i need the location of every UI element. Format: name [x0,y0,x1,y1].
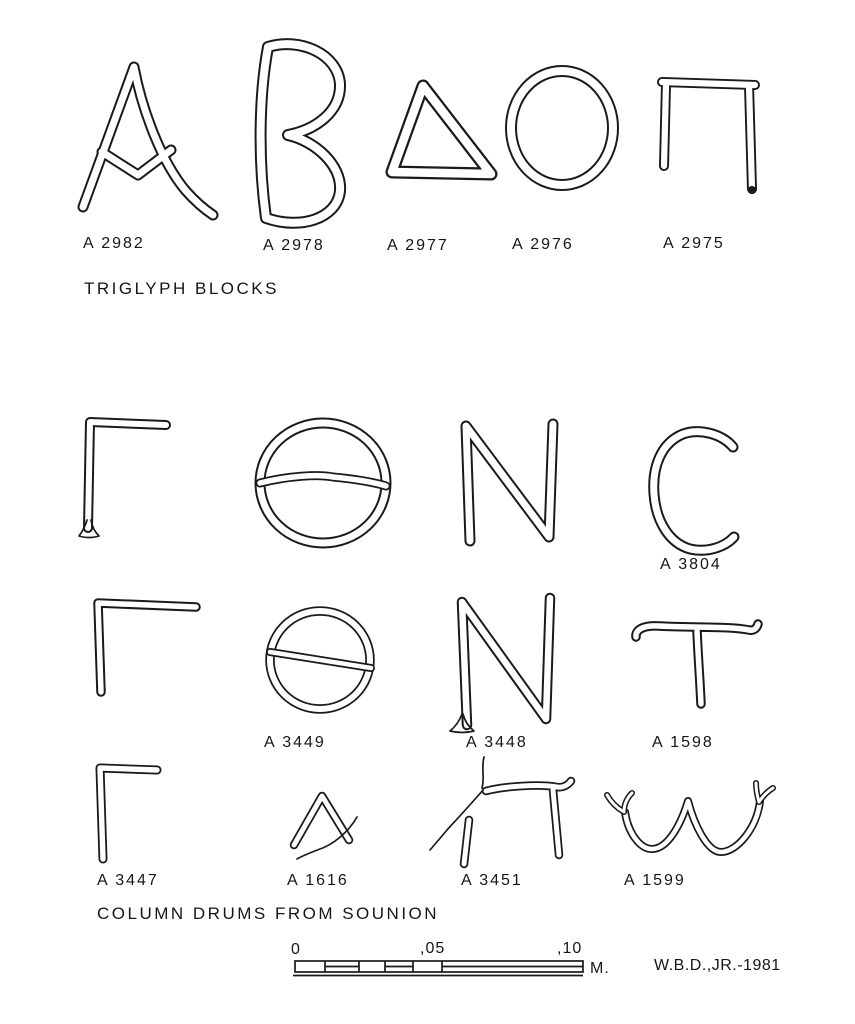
glyph-gamma-a3447 [100,768,157,859]
catalog-label-a2976: A 2976 [512,236,574,253]
glyph-tau-a1598 [636,624,758,704]
glyph-pi-a2975 [662,82,756,194]
glyph-delta-a2977 [392,86,491,174]
break-line-top [482,757,484,788]
catalog-label-a2982: A 2982 [83,235,145,252]
glyph-lunate-sigma-a3804 [654,432,734,551]
section-title-triglyph-blocks: TRIGLYPH BLOCKS [84,279,279,298]
catalog-label-a1599: A 1599 [624,872,686,889]
scale-tick-label-05: ,05 [420,940,446,957]
catalog-label-a1598: A 1598 [652,734,714,751]
scale-bar [293,961,583,976]
glyph-omicron-a2976 [511,71,613,185]
break-line-diagonal [430,790,483,850]
scale-tick-label-0: 0 [291,941,301,958]
section-title-column-drums: COLUMN DRUMS FROM SOUNION [97,904,440,923]
scale-unit-label: M. [590,960,610,977]
glyph-nu-a3448 [450,598,550,733]
glyph-gamma-row2 [79,422,166,538]
catalog-label-a3451: A 3451 [461,872,523,889]
catalog-label-a2975: A 2975 [663,235,725,252]
pi-foot-blob [748,186,756,194]
glyph-alpha-a2982 [83,67,213,215]
glyph-omega-a1599 [607,783,773,852]
catalog-label-a2977: A 2977 [387,237,449,254]
catalog-label-a2978: A 2978 [263,237,325,254]
glyph-lambda-a1616 [294,796,357,859]
glyph-theta-a3449 [270,611,371,709]
credit-signature: W.B.D.,JR.-1981 [654,957,781,974]
glyph-beta-a2978 [261,44,341,223]
catalog-label-a3449: A 3449 [264,734,326,751]
catalog-label-a1616: A 1616 [287,872,349,889]
catalog-label-a3448: A 3448 [466,734,528,751]
glyph-pi-a3451 [430,757,571,864]
glyph-theta-row2 [260,423,386,543]
glyph-gamma-row3 [98,603,196,692]
scale-tick-label-10: ,10 [557,940,583,957]
catalog-label-a3447: A 3447 [97,872,159,889]
catalog-label-a3804: A 3804 [660,556,722,573]
glyph-nu-row2 [466,424,553,541]
